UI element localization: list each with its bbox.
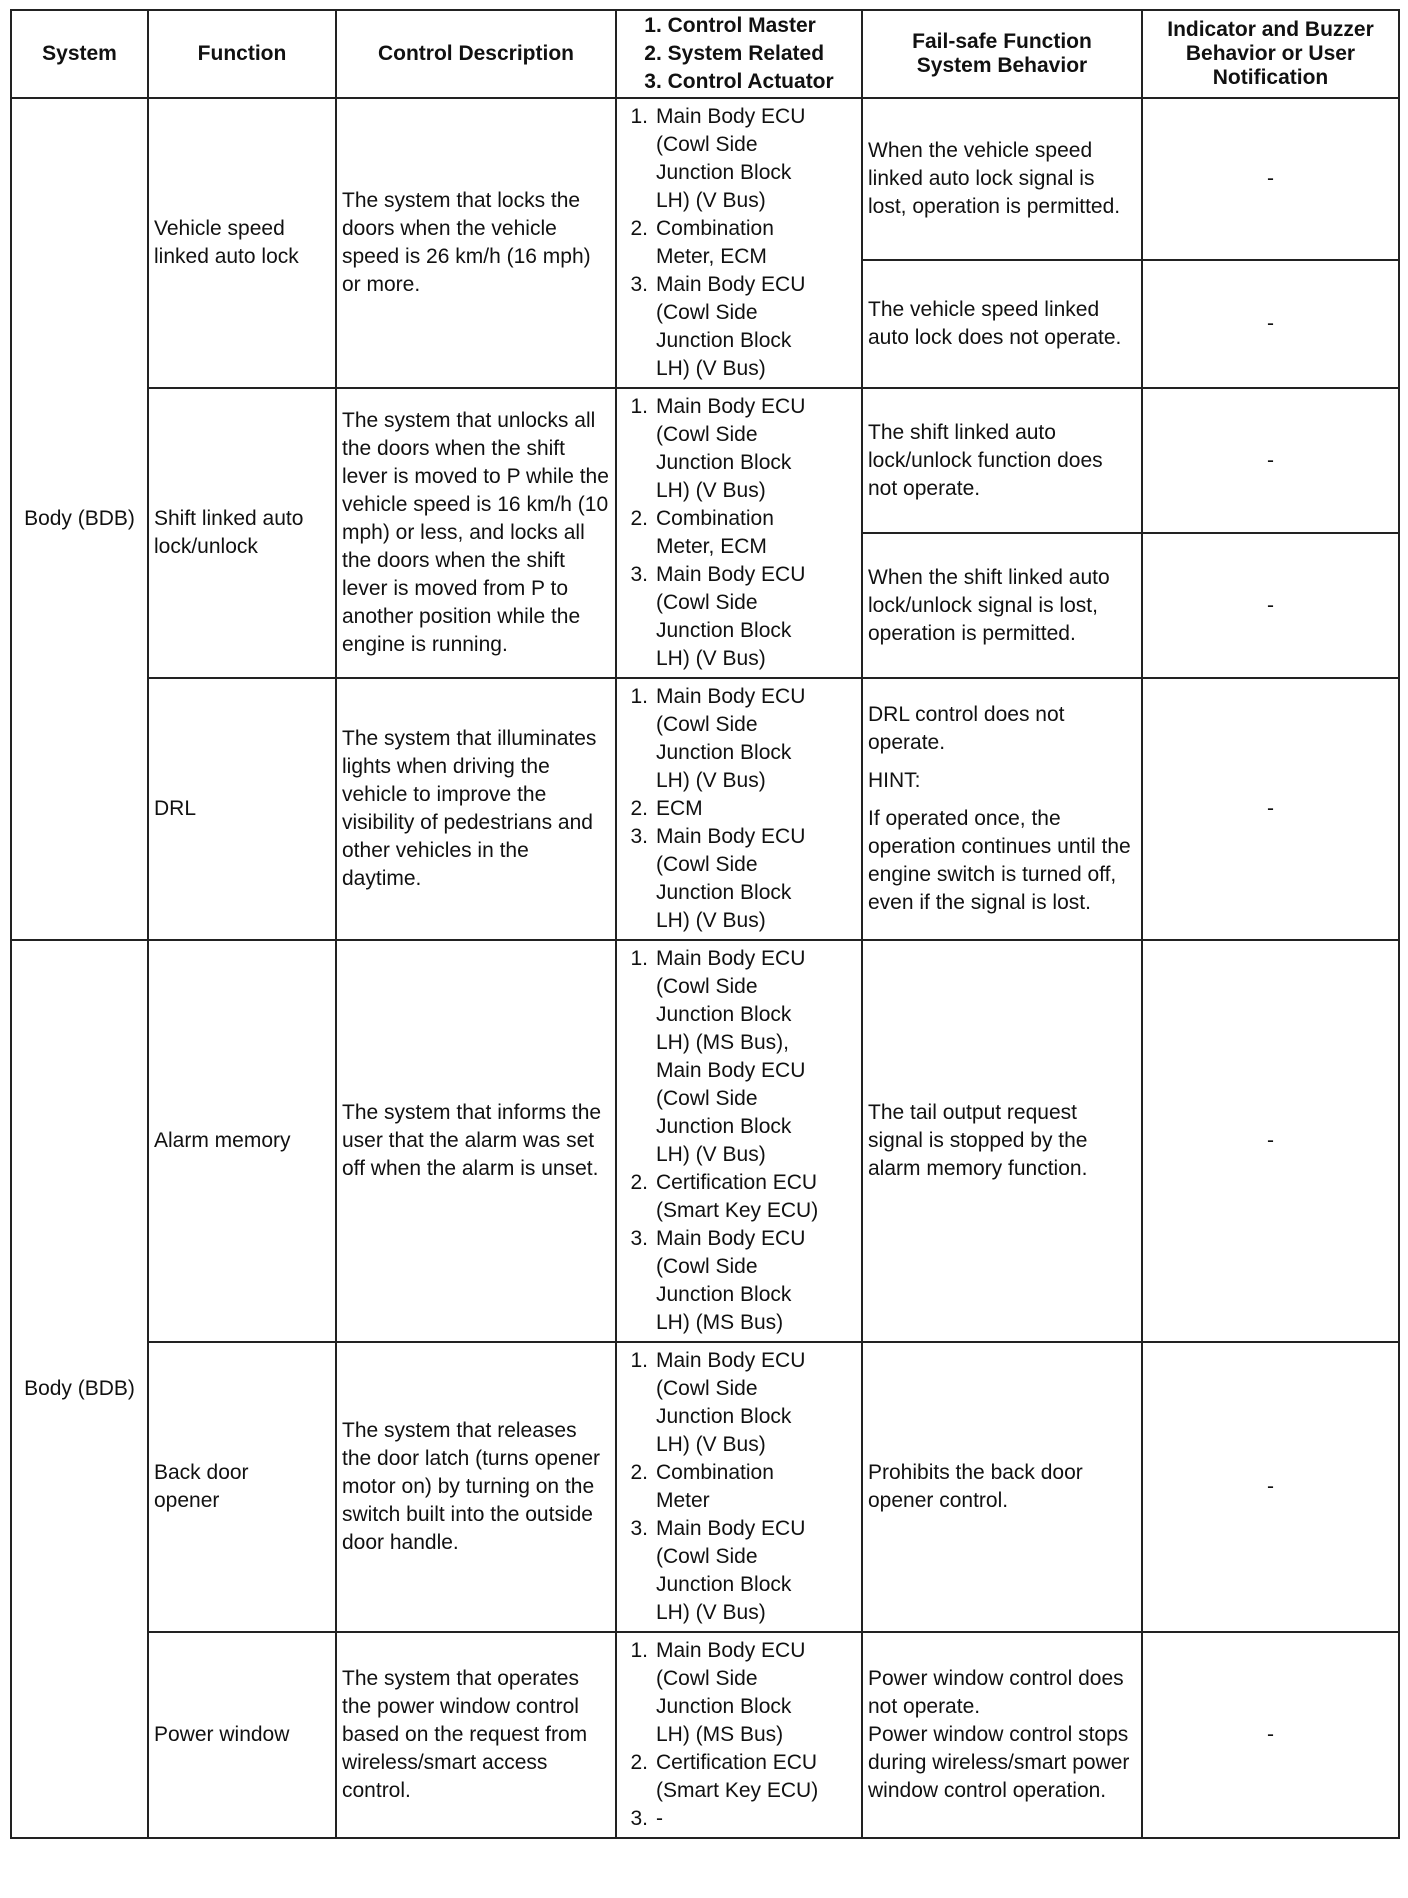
table-row xyxy=(11,1342,1399,1632)
list-item-text: Combination Meter, ECM xyxy=(656,507,774,558)
control-components-list xyxy=(622,103,856,383)
control-components-cell xyxy=(616,98,862,388)
control-description-cell: The system that informs the user that the alarm was set off when the alarm is unset. xyxy=(336,940,616,1342)
failsafe-behavior-cell xyxy=(862,533,1142,678)
list-item xyxy=(622,1515,856,1627)
list-item-text: Main Body ECU (Cowl Side Junction Block LH) (V Bus) xyxy=(656,1517,806,1624)
header-row xyxy=(11,10,1399,98)
failsafe-behavior-text: The tail output request signal is stopped by the alarm memory function. xyxy=(868,1101,1088,1180)
control-description-cell: The system that releases the door latch (turns opener motor on) by turning on the switch built into the outside door handle. xyxy=(336,1342,616,1632)
list-item-number: 2. xyxy=(630,1171,648,1194)
system-cell: Body (BDB) xyxy=(11,940,148,1838)
list-item xyxy=(622,215,856,271)
function-cell: Power window xyxy=(148,1632,336,1838)
failsafe-behavior-cell xyxy=(862,388,1142,533)
list-item-number: 3. xyxy=(630,273,648,296)
indicator-cell: - xyxy=(1142,260,1399,388)
failsafe-behavior-cell xyxy=(862,1342,1142,1632)
list-item-text: Main Body ECU (Cowl Side Junction Block LH) (V Bus) xyxy=(656,1349,806,1456)
table-row xyxy=(11,388,1399,533)
list-item-number: 1. xyxy=(630,395,648,418)
control-components-cell xyxy=(616,1342,862,1632)
list-item-text: Main Body ECU (Cowl Side Junction Block LH) (MS Bus), Main Body ECU (Cowl Side Junction Block LH) (V Bus) xyxy=(656,947,806,1166)
failsafe-behavior-text: Power window control does not operate. Power window control stops during wireless/smart power window control operation. xyxy=(868,1667,1130,1802)
indicator-cell: - xyxy=(1142,940,1399,1342)
failsafe-behavior-text: When the vehicle speed linked auto lock signal is lost, operation is permitted. xyxy=(868,138,1121,218)
list-item-text: Main Body ECU (Cowl Side Junction Block LH) (V Bus) xyxy=(656,395,806,502)
list-item-number: 1. xyxy=(630,105,648,128)
list-item xyxy=(622,1225,856,1337)
list-item-text: Main Body ECU (Cowl Side Junction Block LH) (MS Bus) xyxy=(656,1639,806,1746)
failsafe-behavior-text: When the shift linked auto lock/unlock signal is lost, operation is permitted. xyxy=(868,565,1110,645)
failsafe-behavior-text: If operated once, the operation continues until the engine switch is turned off, even if the signal is lost. xyxy=(868,807,1131,914)
list-item xyxy=(622,271,856,383)
list-item-text: Combination Meter xyxy=(656,1461,774,1512)
list-item-number: 2. xyxy=(630,507,648,530)
list-item-text: Main Body ECU (Cowl Side Junction Block LH) (V Bus) xyxy=(656,825,806,932)
list-item-text: Certification ECU (Smart Key ECU) xyxy=(656,1171,819,1222)
list-item xyxy=(622,561,856,673)
indicator-cell: - xyxy=(1142,678,1399,940)
list-item-number: 3. xyxy=(630,1227,648,1250)
header-control-master xyxy=(616,10,862,98)
indicator-cell: - xyxy=(1142,388,1399,533)
control-components-cell xyxy=(616,678,862,940)
document-page xyxy=(10,9,1398,1839)
list-item-text: Main Body ECU (Cowl Side Junction Block LH) (V Bus) xyxy=(656,273,806,380)
function-cell: DRL xyxy=(148,678,336,940)
table-row xyxy=(11,678,1399,940)
list-item xyxy=(622,1749,856,1805)
table-row xyxy=(11,1632,1399,1838)
function-cell: Alarm memory xyxy=(148,940,336,1342)
function-cell: Shift linked auto lock/unlock xyxy=(148,388,336,678)
function-cell: Back door opener xyxy=(148,1342,336,1632)
control-components-cell xyxy=(616,940,862,1342)
control-components-list xyxy=(622,393,856,673)
list-item-text: ECM xyxy=(656,797,703,820)
failsafe-behavior-cell xyxy=(862,98,1142,260)
failsafe-behavior-cell xyxy=(862,260,1142,388)
list-item-number: 1. xyxy=(630,685,648,708)
list-item xyxy=(622,823,856,935)
control-description-cell: The system that illuminates lights when driving the vehicle to improve the visibility of pedestrians and other vehicles in the daytime. xyxy=(336,678,616,940)
list-item-number: 3. xyxy=(630,825,648,848)
failsafe-table xyxy=(10,9,1400,1839)
list-item-text: - xyxy=(656,1807,663,1830)
list-item-number: 2. xyxy=(630,1751,648,1774)
list-item xyxy=(622,945,856,1169)
control-description-cell: The system that locks the doors when the vehicle speed is 26 km/h (16 mph) or more. xyxy=(336,98,616,388)
control-components-list xyxy=(622,945,856,1337)
list-item-text: Main Body ECU (Cowl Side Junction Block LH) (V Bus) xyxy=(656,105,806,212)
failsafe-behavior-text: The vehicle speed linked auto lock does not operate. xyxy=(868,297,1122,349)
list-item xyxy=(622,1637,856,1749)
failsafe-behavior-cell xyxy=(862,1632,1142,1838)
list-item-text: Main Body ECU (Cowl Side Junction Block LH) (V Bus) xyxy=(656,563,806,670)
failsafe-behavior-text: Prohibits the back door opener control. xyxy=(868,1461,1083,1512)
list-item xyxy=(622,1169,856,1225)
list-item-text: Certification ECU (Smart Key ECU) xyxy=(656,1751,819,1802)
list-item-number: 2. xyxy=(630,797,648,820)
list-item xyxy=(622,683,856,795)
control-components-list xyxy=(622,683,856,935)
header-failsafe: Fail-safe Function System Behavior xyxy=(862,10,1142,98)
failsafe-behavior-text: DRL control does not operate. xyxy=(868,703,1065,754)
list-item-number: 2. xyxy=(630,217,648,240)
list-item xyxy=(622,505,856,561)
list-item-number: 1. xyxy=(630,1349,648,1372)
list-item xyxy=(622,1347,856,1459)
control-description-cell: The system that operates the power window control based on the request from wireless/smart access control. xyxy=(336,1632,616,1838)
indicator-cell: - xyxy=(1142,1342,1399,1632)
control-components-cell xyxy=(616,388,862,678)
failsafe-behavior-cell xyxy=(862,940,1142,1342)
indicator-cell: - xyxy=(1142,1632,1399,1838)
list-item-number: 3. xyxy=(630,1807,648,1830)
indicator-cell: - xyxy=(1142,98,1399,260)
table-row xyxy=(11,940,1399,1342)
list-item xyxy=(622,103,856,215)
system-cell: Body (BDB) xyxy=(11,98,148,940)
header-indicator: Indicator and Buzzer Behavior or User Notification xyxy=(1142,10,1399,98)
header-control-description: Control Description xyxy=(336,10,616,98)
failsafe-behavior-text: The shift linked auto lock/unlock function does not operate. xyxy=(868,420,1103,500)
list-item-number: 2. xyxy=(630,1461,648,1484)
list-item xyxy=(622,1805,856,1833)
control-components-cell xyxy=(616,1632,862,1838)
table-row xyxy=(11,98,1399,260)
indicator-cell: - xyxy=(1142,533,1399,678)
list-item-number: 3. xyxy=(630,563,648,586)
header-system: System xyxy=(11,10,148,98)
list-item-number: 3. xyxy=(630,1517,648,1540)
list-item-text: Combination Meter, ECM xyxy=(656,217,774,268)
control-components-list xyxy=(622,1637,856,1833)
list-item-text: Main Body ECU (Cowl Side Junction Block LH) (MS Bus) xyxy=(656,1227,806,1334)
control-components-list xyxy=(622,1347,856,1627)
header-control-actuator-line: 3. Control Actuator xyxy=(644,70,834,93)
list-item-number: 1. xyxy=(630,947,648,970)
list-item xyxy=(622,393,856,505)
list-item-number: 1. xyxy=(630,1639,648,1662)
failsafe-behavior-text: HINT: xyxy=(868,769,921,792)
list-item xyxy=(622,1459,856,1515)
header-system-related-line: 2. System Related xyxy=(644,42,825,65)
function-cell: Vehicle speed linked auto lock xyxy=(148,98,336,388)
list-item-text: Main Body ECU (Cowl Side Junction Block LH) (V Bus) xyxy=(656,685,806,792)
header-function: Function xyxy=(148,10,336,98)
list-item xyxy=(622,795,856,823)
control-description-cell: The system that unlocks all the doors when the shift lever is moved to P while the vehicle speed is 16 km/h (10 mph) or less, and locks all the doors when the shift lever is moved from P to another position while the engine is running. xyxy=(336,388,616,678)
failsafe-behavior-cell xyxy=(862,678,1142,940)
header-control-master-line: 1. Control Master xyxy=(644,14,816,37)
